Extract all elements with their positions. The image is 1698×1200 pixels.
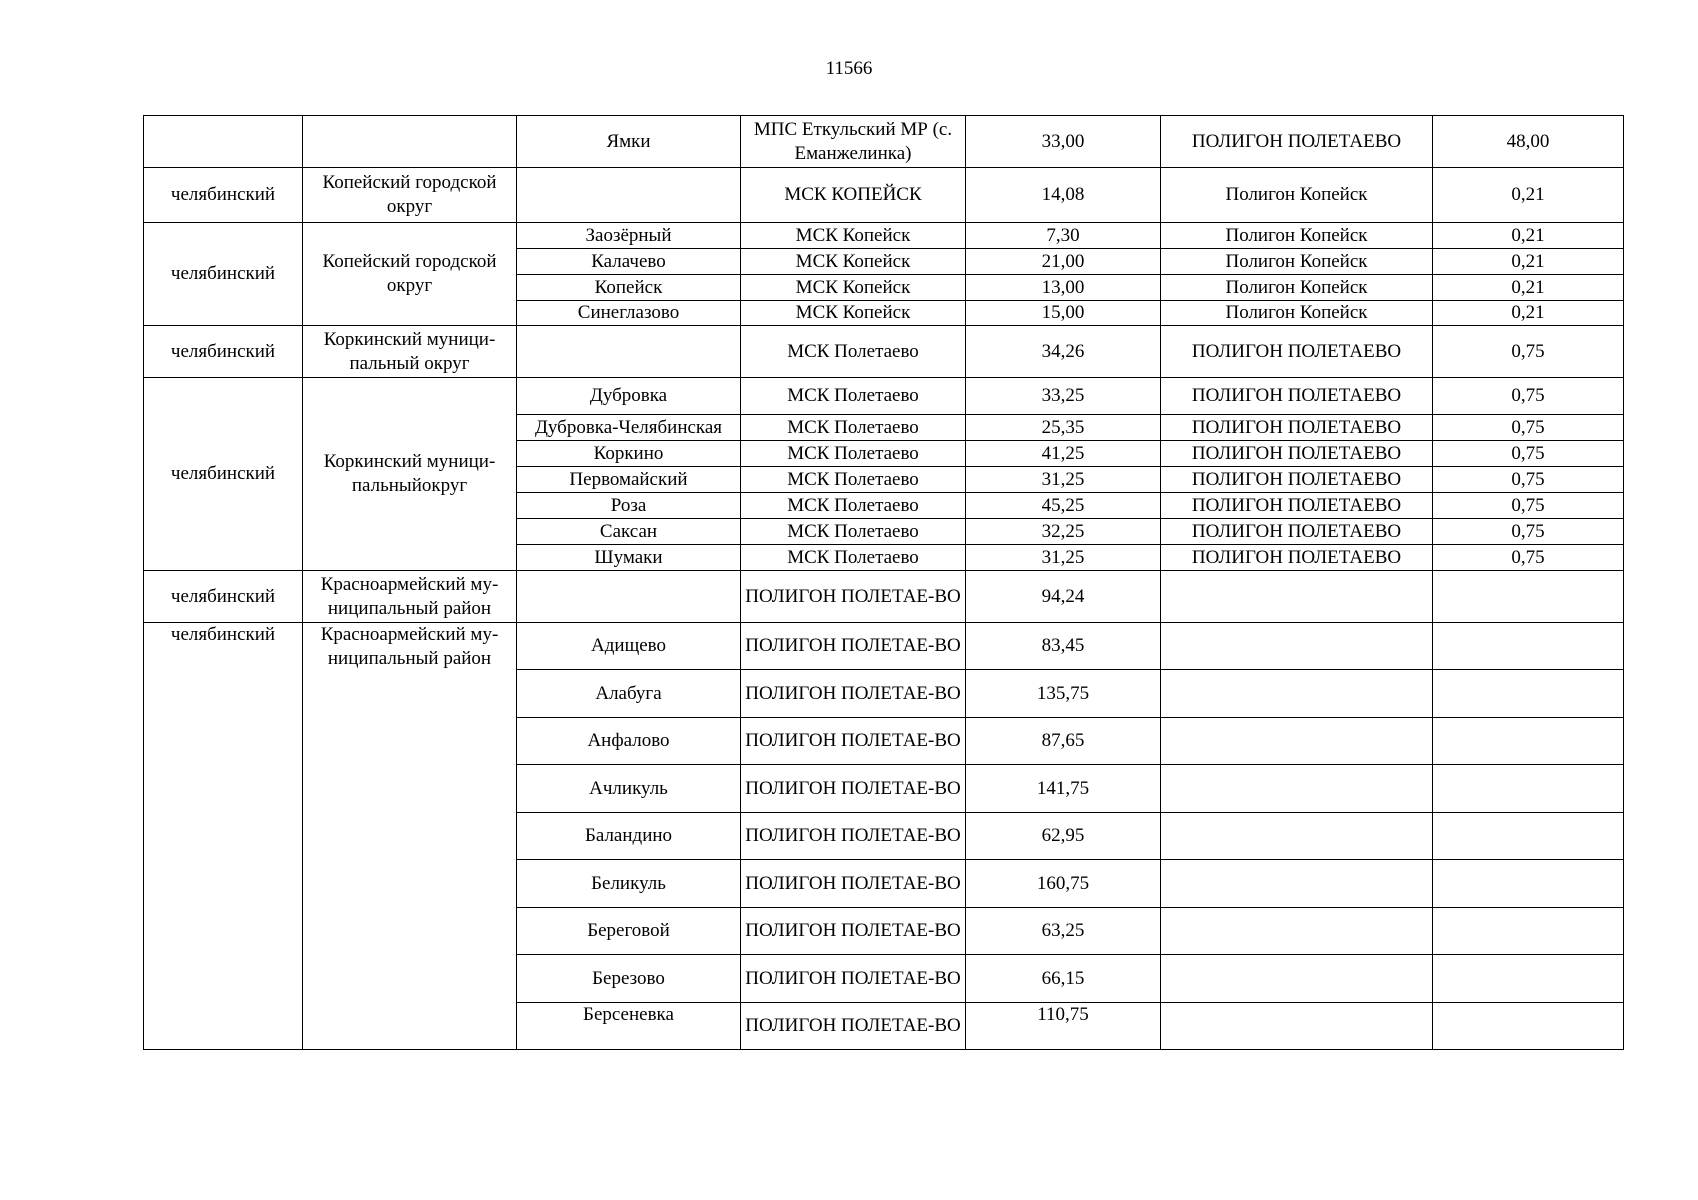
settlement-cell: Баландино — [517, 813, 741, 860]
landfill-cell — [1161, 765, 1433, 813]
distance-cell: 13,00 — [966, 275, 1161, 301]
municipality-cell: Коркинский муници-пальный округ — [303, 326, 517, 378]
landfill-cell: ПОЛИГОН ПОЛЕТАЕВО — [1161, 545, 1433, 571]
municipality-cell: Красноармейский му-ниципальный район — [303, 571, 517, 623]
municipality-cell: Красноармейский му-ниципальный район — [303, 623, 517, 1050]
municipality-cell: Копейский городской округ — [303, 168, 517, 223]
district-cell: челябинский — [144, 326, 303, 378]
landfill-cell — [1161, 718, 1433, 765]
distance-to-landfill-cell — [1433, 623, 1624, 670]
landfill-cell: ПОЛИГОН ПОЛЕТАЕВО — [1161, 441, 1433, 467]
distance-cell: 33,00 — [966, 116, 1161, 168]
facility-cell: МСК Полетаево — [741, 519, 966, 545]
distance-cell: 94,24 — [966, 571, 1161, 623]
settlement-cell: Ямки — [517, 116, 741, 168]
distance-cell: 66,15 — [966, 955, 1161, 1003]
settlement-cell: Шумаки — [517, 545, 741, 571]
facility-cell: МСК Копейск — [741, 301, 966, 326]
distance-to-landfill-cell: 0,75 — [1433, 493, 1624, 519]
distance-to-landfill-cell: 0,21 — [1433, 275, 1624, 301]
district-cell: челябинский — [144, 571, 303, 623]
distance-cell: 41,25 — [966, 441, 1161, 467]
distance-cell: 62,95 — [966, 813, 1161, 860]
landfill-cell: Полигон Копейск — [1161, 223, 1433, 249]
municipality-cell: Коркинский муници-пальныйокруг — [303, 378, 517, 571]
landfill-cell: ПОЛИГОН ПОЛЕТАЕВО — [1161, 116, 1433, 168]
settlement-cell: Анфалово — [517, 718, 741, 765]
landfill-cell: Полигон Копейск — [1161, 301, 1433, 326]
facility-cell: МСК Полетаево — [741, 545, 966, 571]
landfill-cell: ПОЛИГОН ПОЛЕТАЕВО — [1161, 493, 1433, 519]
settlement-cell: Заозёрный — [517, 223, 741, 249]
facility-cell: ПОЛИГОН ПОЛЕТАЕ-ВО — [741, 718, 966, 765]
distance-cell: 87,65 — [966, 718, 1161, 765]
municipality-cell: Копейский городской округ — [303, 223, 517, 326]
distance-cell: 45,25 — [966, 493, 1161, 519]
facility-cell: ПОЛИГОН ПОЛЕТАЕ-ВО — [741, 670, 966, 718]
distance-to-landfill-cell — [1433, 765, 1624, 813]
distance-to-landfill-cell — [1433, 955, 1624, 1003]
distance-to-landfill-cell — [1433, 813, 1624, 860]
distance-cell: 15,00 — [966, 301, 1161, 326]
district-cell: челябинский — [144, 223, 303, 326]
landfill-cell — [1161, 571, 1433, 623]
distance-cell: 160,75 — [966, 860, 1161, 908]
facility-cell: МСК Полетаево — [741, 378, 966, 415]
table-row — [144, 223, 1624, 249]
landfill-cell: ПОЛИГОН ПОЛЕТАЕВО — [1161, 326, 1433, 378]
distance-cell: 141,75 — [966, 765, 1161, 813]
landfill-cell: ПОЛИГОН ПОЛЕТАЕВО — [1161, 378, 1433, 415]
district-cell: челябинский — [144, 378, 303, 571]
distance-cell: 31,25 — [966, 545, 1161, 571]
distance-to-landfill-cell: 0,75 — [1433, 378, 1624, 415]
distance-to-landfill-cell: 0,75 — [1433, 415, 1624, 441]
landfill-cell — [1161, 955, 1433, 1003]
distance-to-landfill-cell: 0,75 — [1433, 467, 1624, 493]
distance-to-landfill-cell: 0,75 — [1433, 519, 1624, 545]
table-row — [144, 326, 1624, 378]
settlement-cell: Роза — [517, 493, 741, 519]
facility-cell: МСК КОПЕЙСК — [741, 168, 966, 223]
settlement-cell: Первомайский — [517, 467, 741, 493]
settlement-cell: Копейск — [517, 275, 741, 301]
facility-cell: ПОЛИГОН ПОЛЕТАЕ-ВО — [741, 623, 966, 670]
distance-to-landfill-cell: 0,21 — [1433, 168, 1624, 223]
table-body — [144, 116, 1624, 1050]
distance-to-landfill-cell — [1433, 908, 1624, 955]
distance-cell: 63,25 — [966, 908, 1161, 955]
distance-cell: 14,08 — [966, 168, 1161, 223]
landfill-cell — [1161, 860, 1433, 908]
landfill-cell: ПОЛИГОН ПОЛЕТАЕВО — [1161, 467, 1433, 493]
distance-to-landfill-cell — [1433, 718, 1624, 765]
distance-to-landfill-cell: 0,75 — [1433, 441, 1624, 467]
facility-cell: ПОЛИГОН ПОЛЕТАЕ-ВО — [741, 813, 966, 860]
distance-cell: 135,75 — [966, 670, 1161, 718]
distance-to-landfill-cell — [1433, 1003, 1624, 1050]
facility-cell: МСК Полетаево — [741, 441, 966, 467]
table-row — [144, 168, 1624, 223]
distance-cell: 21,00 — [966, 249, 1161, 275]
table-row — [144, 623, 1624, 670]
landfill-cell — [1161, 623, 1433, 670]
landfill-cell: ПОЛИГОН ПОЛЕТАЕВО — [1161, 519, 1433, 545]
distance-cell: 25,35 — [966, 415, 1161, 441]
table-row — [144, 116, 1624, 168]
settlement-cell: Беликуль — [517, 860, 741, 908]
distance-to-landfill-cell — [1433, 860, 1624, 908]
landfill-cell: Полигон Копейск — [1161, 275, 1433, 301]
settlement-cell — [517, 326, 741, 378]
district-cell: челябинский — [144, 623, 303, 1050]
distance-cell: 110,75 — [966, 1003, 1161, 1050]
facility-cell: МСК Копейск — [741, 223, 966, 249]
distance-cell: 32,25 — [966, 519, 1161, 545]
settlement-cell: Калачево — [517, 249, 741, 275]
facility-cell: ПОЛИГОН ПОЛЕТАЕ-ВО — [741, 1003, 966, 1050]
landfill-cell: Полигон Копейск — [1161, 249, 1433, 275]
settlement-cell: Саксан — [517, 519, 741, 545]
distance-to-landfill-cell: 0,21 — [1433, 249, 1624, 275]
table-row — [144, 571, 1624, 623]
facility-cell: ПОЛИГОН ПОЛЕТАЕ-ВО — [741, 860, 966, 908]
waste-routing-table — [143, 115, 1624, 1050]
district-cell: челябинский — [144, 168, 303, 223]
settlement-cell — [517, 168, 741, 223]
settlement-cell: Берсеневка — [517, 1003, 741, 1050]
distance-to-landfill-cell: 0,75 — [1433, 326, 1624, 378]
facility-cell: МСК Полетаево — [741, 326, 966, 378]
landfill-cell: Полигон Копейск — [1161, 168, 1433, 223]
facility-cell: МПС Еткульский МР (с. Еманжелинка) — [741, 116, 966, 168]
facility-cell: ПОЛИГОН ПОЛЕТАЕ-ВО — [741, 955, 966, 1003]
facility-cell: МСК Копейск — [741, 249, 966, 275]
settlement-cell: Дубровка-Челябинская — [517, 415, 741, 441]
settlement-cell: Алабуга — [517, 670, 741, 718]
settlement-cell: Береговой — [517, 908, 741, 955]
distance-to-landfill-cell: 48,00 — [1433, 116, 1624, 168]
district-cell — [144, 116, 303, 168]
landfill-cell — [1161, 670, 1433, 718]
table-row — [144, 378, 1624, 415]
distance-to-landfill-cell: 0,75 — [1433, 545, 1624, 571]
facility-cell: ПОЛИГОН ПОЛЕТАЕ-ВО — [741, 765, 966, 813]
distance-cell: 31,25 — [966, 467, 1161, 493]
settlement-cell: Адищево — [517, 623, 741, 670]
settlement-cell — [517, 571, 741, 623]
facility-cell: МСК Полетаево — [741, 493, 966, 519]
landfill-cell — [1161, 908, 1433, 955]
landfill-cell — [1161, 1003, 1433, 1050]
settlement-cell: Коркино — [517, 441, 741, 467]
distance-to-landfill-cell — [1433, 670, 1624, 718]
distance-cell: 83,45 — [966, 623, 1161, 670]
settlement-cell: Синеглазово — [517, 301, 741, 326]
distance-to-landfill-cell — [1433, 571, 1624, 623]
settlement-cell: Ачликуль — [517, 765, 741, 813]
facility-cell: МСК Копейск — [741, 275, 966, 301]
distance-to-landfill-cell: 0,21 — [1433, 301, 1624, 326]
distance-cell: 34,26 — [966, 326, 1161, 378]
landfill-cell — [1161, 813, 1433, 860]
page-number: 11566 — [825, 58, 873, 79]
facility-cell: МСК Полетаево — [741, 467, 966, 493]
facility-cell: ПОЛИГОН ПОЛЕТАЕ-ВО — [741, 571, 966, 623]
facility-cell: ПОЛИГОН ПОЛЕТАЕ-ВО — [741, 908, 966, 955]
municipality-cell — [303, 116, 517, 168]
settlement-cell: Березово — [517, 955, 741, 1003]
distance-cell: 33,25 — [966, 378, 1161, 415]
distance-cell: 7,30 — [966, 223, 1161, 249]
landfill-cell: ПОЛИГОН ПОЛЕТАЕВО — [1161, 415, 1433, 441]
distance-to-landfill-cell: 0,21 — [1433, 223, 1624, 249]
facility-cell: МСК Полетаево — [741, 415, 966, 441]
settlement-cell: Дубровка — [517, 378, 741, 415]
